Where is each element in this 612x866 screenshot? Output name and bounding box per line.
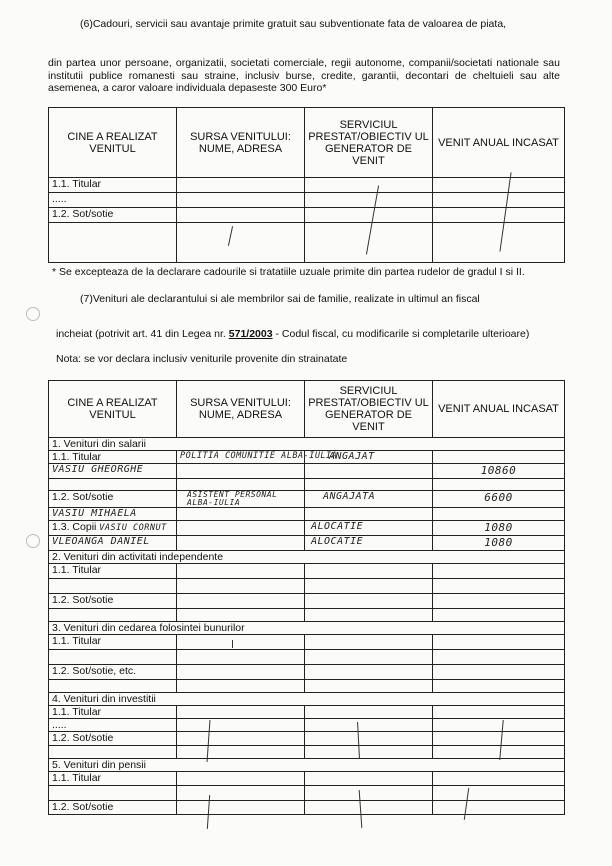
section-pensions: 5. Venituri din pensii: [49, 759, 565, 772]
handwritten-amount: 1080: [433, 536, 565, 551]
table-row: 1.1. Titular POLITIA COMUNITIE ALBA-IULIA ANGAJAT: [49, 451, 565, 464]
col-header-service: SERVICIUL PRESTAT/OBIECTIV UL GENERATOR DE VENIT: [305, 381, 433, 438]
col-header-who: CINE A REALIZAT VENITUL: [49, 381, 177, 438]
table-row: 1.1. Titular: [49, 635, 565, 650]
handwritten-service: ALOCATIE: [305, 536, 433, 551]
section7-heading: (7)Venituri ale declarantului si ale membrilor sai de familie, realizate in ultimul an fiscal: [80, 293, 480, 305]
punch-hole: [26, 534, 40, 548]
handwritten-amount: 1080: [433, 521, 565, 536]
col-header-income: VENIT ANUAL INCASAT: [433, 381, 565, 438]
table-row: [49, 464, 565, 479]
handwritten-service: ANGAJATA: [305, 491, 433, 508]
table-row: 1.2. Sot/sotie: [49, 594, 565, 609]
handwritten-source: ASISTENT PERSONAL ALBA-IULIA: [177, 491, 305, 508]
section-investments: 4. Venituri din investitii: [49, 693, 565, 706]
col-header-service: SERVICIUL PRESTAT/OBIECTIV UL GENERATOR DE VENIT: [305, 108, 433, 178]
gifts-table: [48, 107, 565, 263]
table-row: 1.2. Sot/sotie ASISTENT PERSONAL ALBA-IULIA ANGAJATA 6600: [49, 491, 565, 508]
table-row: [49, 223, 565, 263]
handwritten-amount: 6600: [433, 491, 565, 508]
footnote: * Se excepteaza de la declarare cadourile si tratatiile uzuale primite din partea rudelor de gradul I si II.: [52, 266, 525, 278]
punch-hole: [26, 307, 40, 321]
table-row: 1.1. Titular: [49, 564, 565, 579]
table-row: 1.2. Sot/sotie: [49, 732, 565, 746]
col-header-source: SURSA VENITULUI: NUME, ADRESA: [177, 108, 305, 178]
table-row: 1.1. Titular: [49, 706, 565, 719]
law-number: 571/2003: [228, 328, 273, 340]
section-independent: 2. Venituri din activitati independente: [49, 551, 565, 564]
income-table: [48, 380, 565, 815]
table-row: 1.3. Copii VASIU CORNUT ALOCATIE 1080: [49, 521, 565, 536]
table-row: 1.1. Titular: [49, 772, 565, 786]
section7-note: Nota: se vor declara inclusiv veniturile provenite din strainatate: [56, 353, 348, 365]
handwritten-service: ALOCATIE: [305, 521, 433, 536]
table-row: 1.2. Sot/sotie, etc.: [49, 665, 565, 680]
table-row: [49, 508, 565, 521]
section6-body: din partea unor persoane, organizatii, societati comerciale, regii autonome, companii/societati nationale sau institutii publice romanesti sau straine, inclusiv burse, credite, garantii, decontari de cheltuieli sau alte asemenea, a caror valoare individuala depaseste 300 Euro*: [48, 57, 560, 94]
table-row: 1.1. Titular: [49, 178, 565, 193]
handwritten-source: POLITIA COMUNITIE ALBA-IULIA: [177, 451, 305, 464]
section-rent: 3. Venituri din cedarea folosintei bunurilor: [49, 622, 565, 635]
handwritten-name: VASIU CORNUT: [99, 523, 167, 533]
col-header-source: SURSA VENITULUI: NUME, ADRESA: [177, 381, 305, 438]
strike-mark: [232, 640, 233, 648]
handwritten-name: VLEOANGA DANIEL: [49, 536, 177, 551]
col-header-who: CINE A REALIZAT VENITUL: [49, 108, 177, 178]
section6-heading: (6)Cadouri, servicii sau avantaje primite gratuit sau subventionate fata de valoarea de piata,: [80, 18, 507, 30]
table-row: .....: [49, 719, 565, 732]
table-row: .....: [49, 193, 565, 208]
handwritten-service: ANGAJAT: [305, 451, 433, 464]
section7-law-text: incheiat (potrivit art. 41 din Legea nr. 571/2003 - Codul fiscal, cu modificarile si completarile ulterioare): [56, 328, 530, 340]
table-row: 1.2. Sot/sotie: [49, 208, 565, 223]
col-header-income: VENIT ANUAL INCASAT: [433, 108, 565, 178]
handwritten-name: VASIU MIHAELA: [49, 508, 177, 521]
handwritten-amount: 10860: [433, 464, 565, 479]
table-row: 1.2. Sot/sotie: [49, 801, 565, 815]
table-row: [49, 536, 565, 551]
section-salary: 1. Venituri din salarii: [49, 438, 565, 451]
handwritten-name: VASIU GHEORGHE: [49, 464, 177, 479]
